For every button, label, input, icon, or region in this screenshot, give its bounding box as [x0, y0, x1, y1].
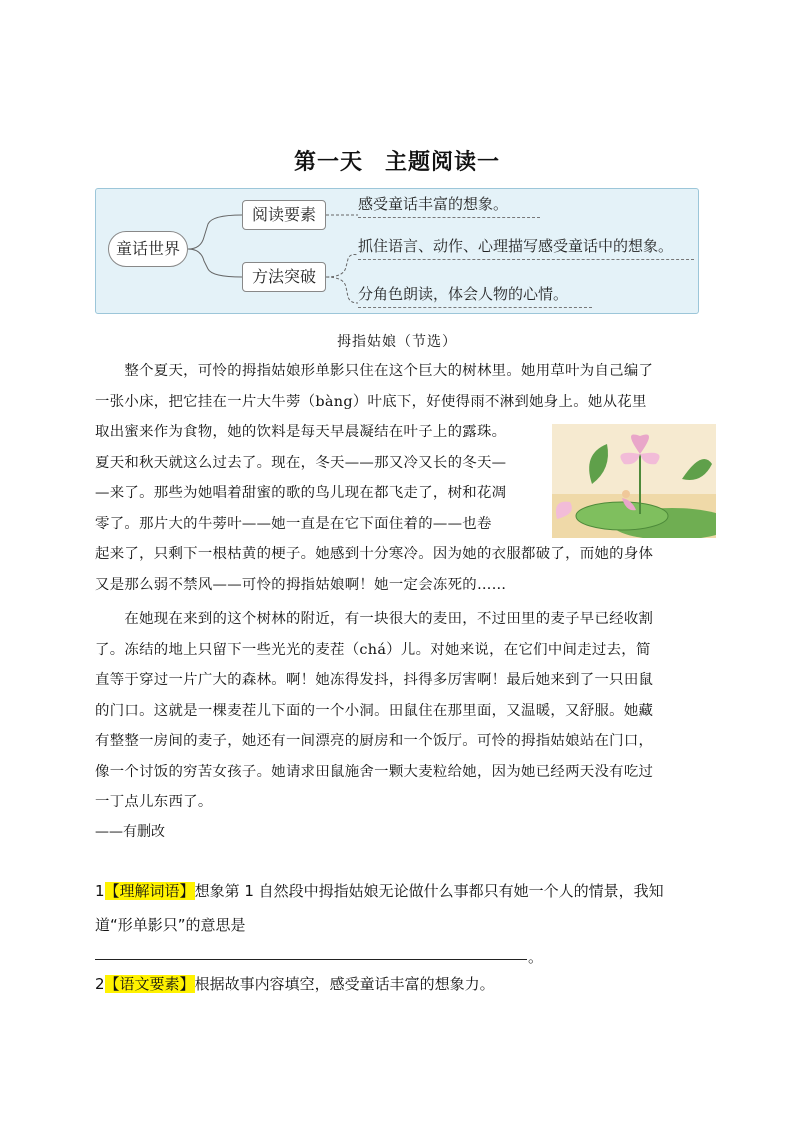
text-line: 了。冻结的地上只留下一些光光的麦茬（chá）儿。对她来说，在它们中间走过去，简: [95, 641, 651, 658]
text-line: 零了。那片大的牛蒡叶——她一直是在它下面住着的——也卷: [95, 515, 492, 532]
question-text: 根据故事内容填空，感受童话丰富的想象力。: [194, 975, 495, 993]
text-line: 一张小床，把它挂在一片大牛蒡（bàng）叶底下，好使得雨不淋到她身上。她从花里: [95, 393, 647, 410]
question-number: 1: [95, 882, 105, 900]
text-line: 起来了，只剩下一根枯黄的梗子。她感到十分寒冷。因为她的衣服都破了，而她的身体: [95, 546, 654, 562]
mind-map-leaf: 感受童话丰富的想象。: [358, 193, 540, 218]
passage-source: ——有删改: [95, 824, 165, 840]
text-line: —来了。那些为她唱着甜蜜的歌的鸟儿现在都飞走了，树和花凋: [95, 485, 507, 501]
title-topic: 主题阅读一: [385, 150, 501, 175]
text-line: 取出蜜来作为食物，她的饮料是每天早晨凝结在叶子上的露珠。: [95, 424, 507, 440]
question-number: 2: [95, 975, 105, 993]
mind-map-leaf: 分角色朗读，体会人物的心情。: [358, 283, 592, 308]
mind-map-root: 童话世界: [108, 231, 188, 267]
text-line: 的门口。这就是一棵麦茬儿下面的一个小洞。田鼠住在那里面，又温暖，又舒服。她藏: [95, 702, 654, 719]
answer-end-mark: 。: [528, 948, 544, 966]
question-1: [95, 876, 664, 906]
mind-map: [95, 188, 699, 314]
text-line: 整个夏天，可怜的拇指姑娘形单影只住在这个巨大的树林里。她用草叶为自己编了: [95, 363, 654, 379]
question-2: [95, 969, 495, 999]
passage-paragraph-2: [95, 604, 653, 818]
question-1-line-2: 道“形单影只”的意思是: [95, 916, 246, 934]
text-line: 像一个讨饭的穷苦女孩子。她请求田鼠施舍一颗大麦粒给她，因为她已经两天没有吃过: [95, 763, 654, 780]
mind-map-leaf: 抓住语言、动作、心理描写感受童话中的想象。: [358, 235, 694, 260]
question-text: 想象第 1 自然段中拇指姑娘无论做什么事都只有她一个人的情景，我知: [194, 882, 664, 900]
answer-blank[interactable]: [95, 959, 527, 960]
text-line: 有整整一房间的麦子，她还有一间漂亮的厨房和一个饭厅。可怜的拇指姑娘站在门口，: [95, 733, 654, 749]
question-tag: 【语文要素】: [104, 975, 195, 993]
text-line: 直等于穿过一片广大的森林。啊！她冻得发抖，抖得多厉害啊！最后她来到了一只田鼠: [95, 672, 654, 688]
mind-map-branch-method: 方法突破: [242, 262, 326, 292]
title-day: 第一天: [293, 150, 363, 175]
text-line: 又是那么弱不禁风——可怜的拇指姑娘啊！她一定会冻死的……: [95, 576, 507, 593]
text-line: 夏天和秋天就这么过去了。现在，冬天——那又冷又长的冬天—: [95, 454, 507, 471]
passage-title: 拇指姑娘（节选）: [337, 334, 457, 350]
thumbelina-illustration: [552, 424, 716, 538]
mind-map-branch-reading-elements: 阅读要素: [242, 200, 326, 230]
page-title: [0, 145, 794, 176]
text-line: 在她现在来到的这个树林的附近，有一块很大的麦田，不过田里的麦子早已经收割: [95, 611, 654, 627]
text-line: 一丁点儿东西了。: [95, 794, 213, 810]
question-tag: 【理解词语】: [104, 882, 195, 900]
